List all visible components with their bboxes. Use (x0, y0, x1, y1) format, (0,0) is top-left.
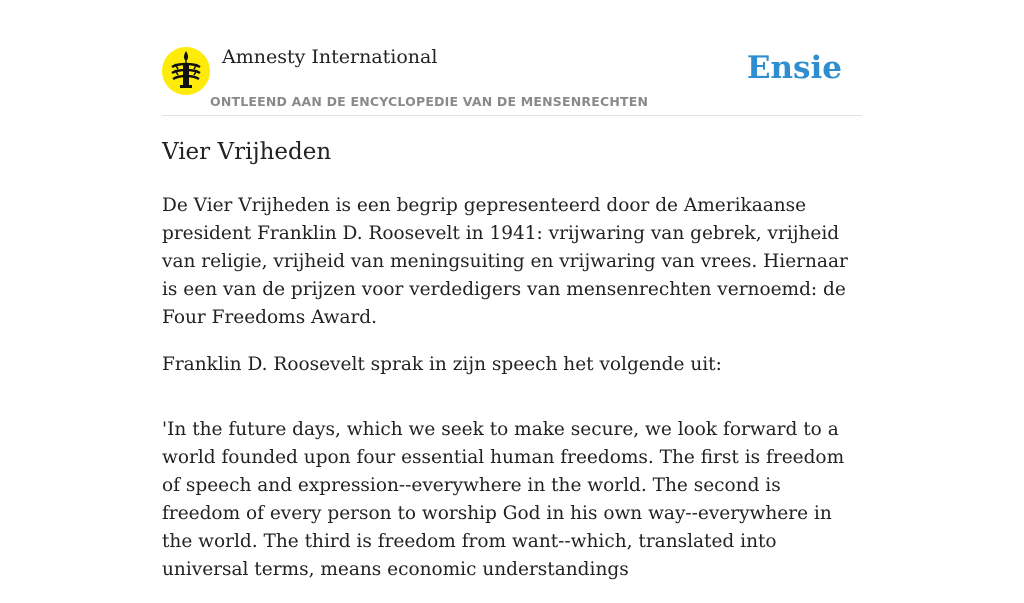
organization-name[interactable]: Amnesty International (222, 46, 438, 68)
article-title: Vier Vrijheden (162, 139, 332, 165)
header-divider (162, 115, 862, 116)
article-paragraph: De Vier Vrijheden is een begrip gepresenteerd door de Amerikaanse president Franklin D. Roosevelt in 1941: vrijwaring van gebrek, vrijheid van religie, vrijheid van meningsuiting en vrijwaring van vrees. Hiernaar is een van de prijzen voor verdedigers van mensenrechten vernoemd: de Four Freedoms Award. (162, 195, 848, 328)
ensie-brand-logo[interactable]: Ensie (746, 50, 842, 86)
article-body (162, 192, 862, 603)
candle-barbed-wire-icon (162, 47, 210, 95)
article-quote: 'In the future days, which we seek to make secure, we look forward to a world founded upon four essential human freedoms. The first is freedom of speech and expression--everywhere in the world. The second is freedom of every person to worship God in his own way--everywhere in the world. The third is freedom from want--which, translated into universal terms, means economic understandings (162, 419, 845, 580)
source-line: ONTLEEND AAN DE ENCYCLOPEDIE VAN DE MENSENRECHTEN (210, 94, 649, 109)
article-paragraph: Franklin D. Roosevelt sprak in zijn speech het volgende uit: (162, 354, 722, 375)
amnesty-logo[interactable] (162, 47, 210, 95)
page (162, 0, 862, 580)
